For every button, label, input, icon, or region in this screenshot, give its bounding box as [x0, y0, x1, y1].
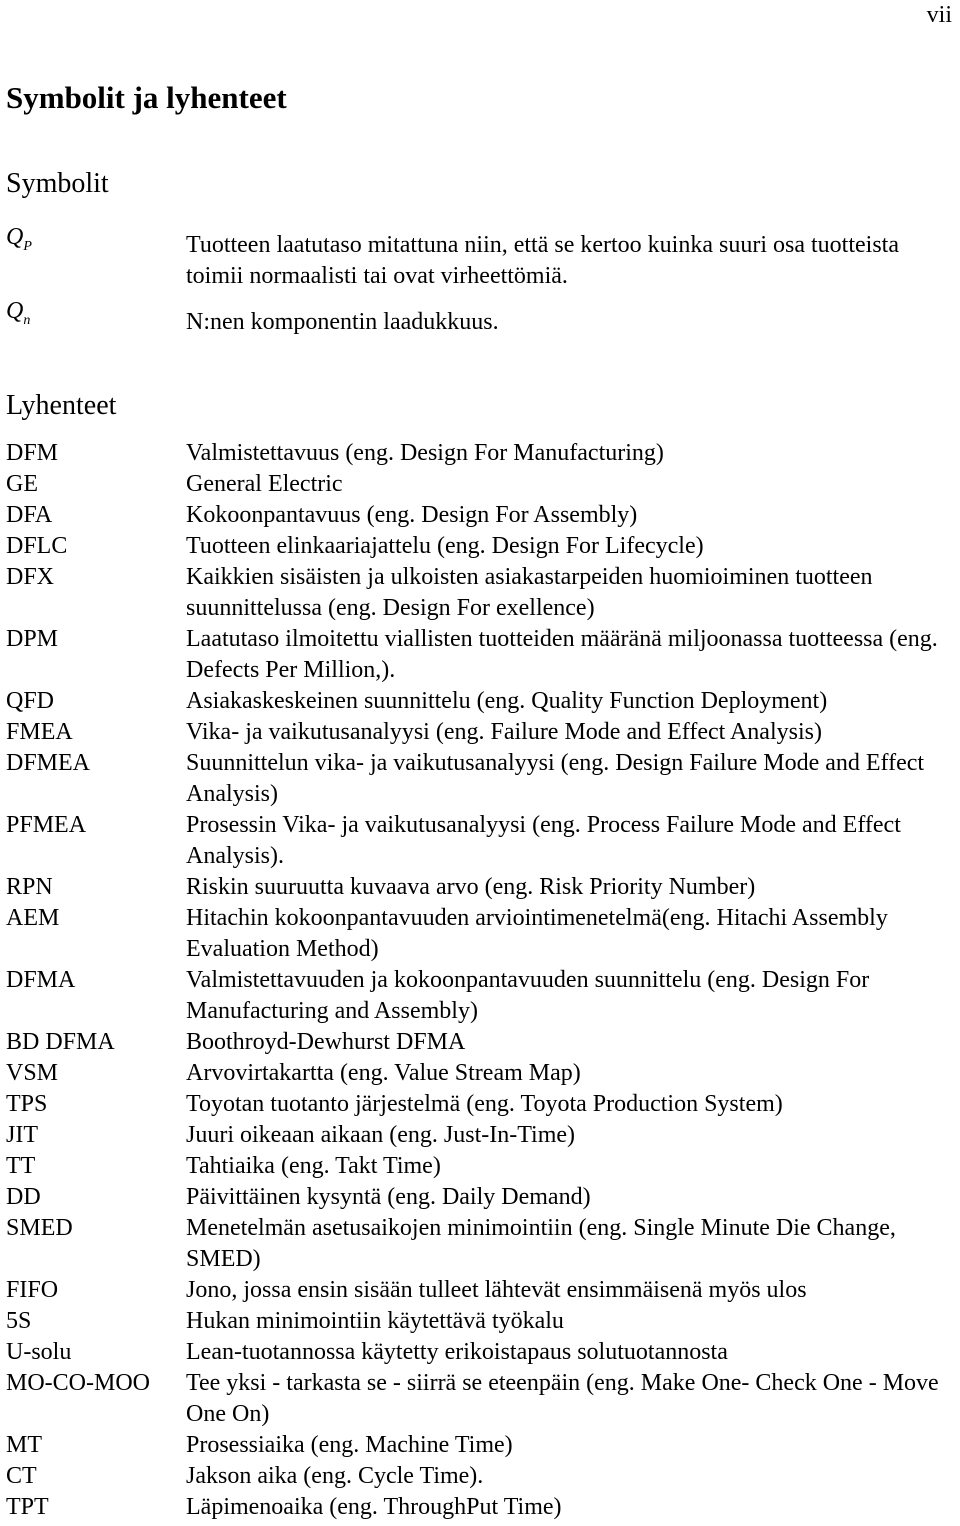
- symbol-description: N:nen komponentin laadukkuus.: [186, 309, 499, 335]
- page-title: Symbolit ja lyhenteet: [6, 80, 287, 115]
- abbreviation-row: [6, 1213, 960, 1275]
- abbreviation-term: RPN: [6, 874, 53, 900]
- abbreviation-row: [6, 903, 960, 965]
- abbreviation-row: [6, 1058, 960, 1089]
- abbreviation-term: TPS: [6, 1091, 48, 1117]
- abbreviation-term: BD DFMA: [6, 1029, 115, 1055]
- abbreviation-row: [6, 624, 960, 686]
- abbreviation-term: JIT: [6, 1122, 38, 1148]
- abbreviation-definition: Tee yksi - tarkasta se - siirrä se eteenpäin (eng. Make One- Check One - Move One On): [186, 1370, 939, 1427]
- abbreviation-term: DFMA: [6, 967, 76, 993]
- abbreviation-term: VSM: [6, 1060, 59, 1086]
- abbreviation-row: [6, 1089, 960, 1120]
- abbreviation-row: [6, 686, 960, 717]
- abbreviation-definition: Hukan minimointiin käytettävä työkalu: [186, 1308, 564, 1334]
- abbreviation-term: DFMEA: [6, 750, 91, 776]
- symbol-base: Q: [6, 224, 24, 250]
- abbreviation-row: [6, 1492, 960, 1523]
- abbreviation-definition: Hitachin kokoonpantavuuden arviointimenetelmä(eng. Hitachi Assembly Evaluation Method): [186, 905, 888, 962]
- abbreviation-definition: Kokoonpantavuus (eng. Design For Assembly): [186, 502, 638, 528]
- abbreviation-definition: Vika- ja vaikutusanalyysi (eng. Failure Mode and Effect Analysis): [186, 719, 822, 745]
- abbreviation-term: DFLC: [6, 533, 68, 559]
- abbreviation-term: FIFO: [6, 1277, 59, 1303]
- abbreviation-term: AEM: [6, 905, 60, 931]
- symbol-base: Q: [6, 298, 24, 324]
- symbol-description: Tuotteen laatutaso mitattuna niin, että se kertoo kuinka suuri osa tuotteista toimii normaalisti tai ovat virheettömiä.: [186, 232, 899, 289]
- abbreviation-definition: Valmistettavuus (eng. Design For Manufacturing): [186, 440, 664, 466]
- symbol-qp: [6, 224, 32, 255]
- abbreviation-term: TT: [6, 1153, 36, 1179]
- abbreviation-row: [6, 469, 960, 500]
- abbreviation-term: DD: [6, 1184, 41, 1210]
- abbreviation-definition: Asiakaskeskeinen suunnittelu (eng. Quality Function Deployment): [186, 688, 828, 714]
- page-number: vii: [926, 2, 952, 28]
- abbreviations-heading: Lyhenteet: [6, 390, 117, 421]
- abbreviation-row: [6, 1430, 960, 1461]
- abbreviation-list: [6, 438, 960, 1523]
- abbreviation-definition: Arvovirtakartta (eng. Value Stream Map): [186, 1060, 581, 1086]
- abbreviation-definition: Päivittäinen kysyntä (eng. Daily Demand): [186, 1184, 591, 1210]
- abbreviation-row: [6, 1461, 960, 1492]
- abbreviation-definition: General Electric: [186, 471, 343, 497]
- abbreviation-term: SMED: [6, 1215, 73, 1241]
- abbreviation-term: CT: [6, 1463, 37, 1489]
- abbreviation-definition: Läpimenoaika (eng. ThroughPut Time): [186, 1494, 562, 1520]
- abbreviation-definition: Valmistettavuuden ja kokoonpantavuuden suunnittelu (eng. Design For Manufacturing and Assembly): [186, 967, 870, 1024]
- abbreviation-definition: Jono, jossa ensin sisään tulleet lähtevät ensimmäisenä myös ulos: [186, 1277, 807, 1303]
- abbreviation-row: [6, 965, 960, 1027]
- abbreviation-definition: Boothroyd-Dewhurst DFMA: [186, 1029, 466, 1055]
- abbreviation-row: [6, 562, 960, 624]
- abbreviation-row: [6, 438, 960, 469]
- abbreviation-row: [6, 1306, 960, 1337]
- abbreviation-term: FMEA: [6, 719, 73, 745]
- abbreviation-definition: Toyotan tuotanto järjestelmä (eng. Toyota Production System): [186, 1091, 783, 1117]
- abbreviation-definition: Riskin suuruutta kuvaava arvo (eng. Risk Priority Number): [186, 874, 756, 900]
- symbols-heading: Symbolit: [6, 168, 109, 199]
- abbreviation-row: [6, 872, 960, 903]
- abbreviation-row: [6, 748, 960, 810]
- abbreviation-definition: Menetelmän asetusaikojen minimointiin (eng. Single Minute Die Change, SMED): [186, 1215, 896, 1272]
- abbreviation-definition: Jakson aika (eng. Cycle Time).: [186, 1463, 484, 1489]
- abbreviation-definition: Tahtiaika (eng. Takt Time): [186, 1153, 441, 1179]
- abbreviation-row: [6, 1275, 960, 1306]
- abbreviation-row: [6, 1368, 960, 1430]
- abbreviation-term: PFMEA: [6, 812, 87, 838]
- abbreviation-row: [6, 810, 960, 872]
- abbreviation-definition: Juuri oikeaan aikaan (eng. Just-In-Time): [186, 1122, 576, 1148]
- symbol-qn: [6, 298, 30, 329]
- abbreviation-definition: Prosessin Vika- ja vaikutusanalyysi (eng. Process Failure Mode and Effect Analysis).: [186, 812, 901, 869]
- abbreviation-term: DFA: [6, 502, 53, 528]
- abbreviation-term: MT: [6, 1432, 42, 1458]
- abbreviation-term: MO-CO-MOO: [6, 1370, 150, 1396]
- abbreviation-row: [6, 531, 960, 562]
- abbreviation-definition: Kaikkien sisäisten ja ulkoisten asiakastarpeiden huomioiminen tuotteen suunnittelussa (eng. Design For exellence): [186, 564, 873, 621]
- abbreviation-term: DPM: [6, 626, 59, 652]
- abbreviation-row: [6, 1120, 960, 1151]
- abbreviation-term: QFD: [6, 688, 55, 714]
- abbreviation-definition: Prosessiaika (eng. Machine Time): [186, 1432, 513, 1458]
- abbreviation-row: [6, 1027, 960, 1058]
- abbreviation-term: TPT: [6, 1494, 49, 1520]
- abbreviation-definition: Laatutaso ilmoitettu viallisten tuotteiden määränä miljoonassa tuotteessa (eng. Defects Per Million,).: [186, 626, 938, 683]
- abbreviation-definition: Suunnittelun vika- ja vaikutusanalyysi (eng. Design Failure Mode and Effect Analysis): [186, 750, 925, 807]
- abbreviation-row: [6, 1151, 960, 1182]
- abbreviation-term: DFX: [6, 564, 55, 590]
- abbreviation-term: DFM: [6, 440, 59, 466]
- abbreviation-row: [6, 1337, 960, 1368]
- abbreviation-term: 5S: [6, 1308, 32, 1334]
- abbreviation-row: [6, 717, 960, 748]
- abbreviation-definition: Lean-tuotannossa käytetty erikoistapaus solutuotannosta: [186, 1339, 728, 1365]
- abbreviation-row: [6, 1182, 960, 1213]
- abbreviation-definition: Tuotteen elinkaariajattelu (eng. Design For Lifecycle): [186, 533, 704, 559]
- abbreviation-term: U-solu: [6, 1339, 72, 1365]
- symbol-subscript: n: [23, 312, 31, 328]
- abbreviation-row: [6, 500, 960, 531]
- symbol-subscript: P: [23, 238, 32, 254]
- abbreviation-term: GE: [6, 471, 38, 497]
